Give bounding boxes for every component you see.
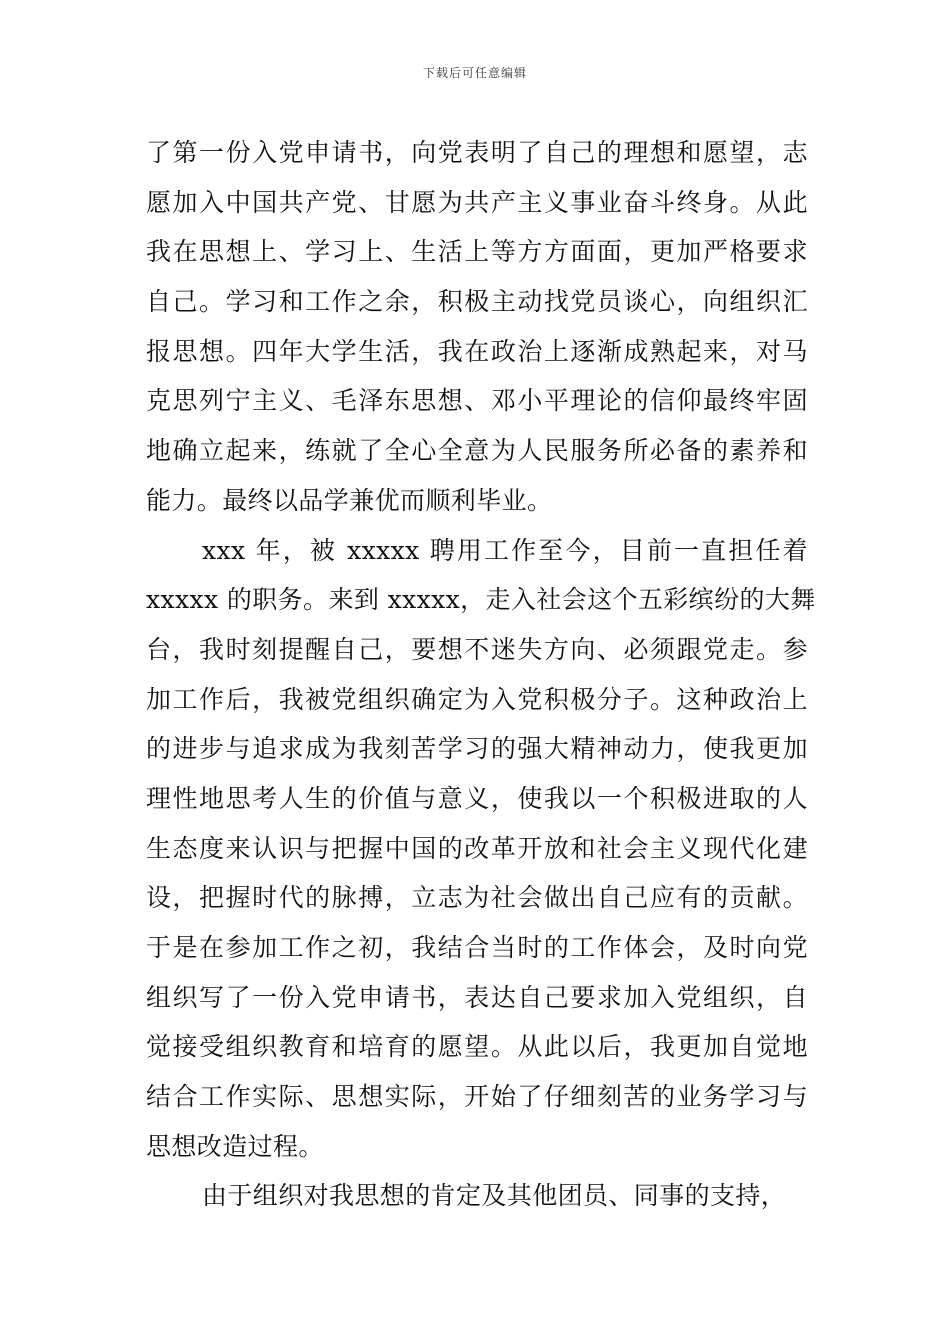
text-line: 愿加入中国共产党、甘愿为共产主义事业奋斗终身。从此 bbox=[146, 187, 808, 217]
paragraph-p1 bbox=[146, 128, 808, 526]
text-line: 我在思想上、学习上、生活上等方方面面，更加严格要求 bbox=[146, 237, 808, 267]
text-line: 能力。最终以品学兼优而顺利毕业。 bbox=[146, 485, 553, 515]
text-line: 觉接受组织教育和培育的愿望。从此以后，我更加自觉地 bbox=[146, 1032, 808, 1062]
paragraph-p3 bbox=[146, 1171, 808, 1221]
text-line: 自己。学习和工作之余，积极主动找党员谈心，向组织汇 bbox=[146, 287, 808, 317]
text-line: 报思想。四年大学生活，我在政治上逐渐成熟起来，对马 bbox=[146, 336, 808, 366]
text-line: 由于组织对我思想的肯定及其他团员、同事的支持， bbox=[202, 1181, 787, 1211]
text-line: 思想改造过程。 bbox=[146, 1131, 324, 1161]
text-line: xxxxx 的职务。来到 xxxxx，走入社会这个五彩缤纷的大舞 bbox=[146, 585, 816, 615]
text-line: 结合工作实际、思想实际，开始了仔细刻苦的业务学习与 bbox=[146, 1082, 808, 1112]
text-line: 克思列宁主义、毛泽东思想、邓小平理论的信仰最终牢固 bbox=[146, 386, 808, 416]
page-header: 下载后可任意编辑 bbox=[422, 66, 527, 80]
text-line: 生态度来认识与把握中国的改革开放和社会主义现代化建 bbox=[146, 833, 808, 863]
text-line: xxx 年，被 xxxxx 聘用工作至今，目前一直担任着 bbox=[202, 535, 808, 565]
text-line: 的进步与追求成为我刻苦学习的强大精神动力，使我更加 bbox=[146, 734, 808, 764]
text-line: 设，把握时代的脉搏，立志为社会做出自己应有的贡献。 bbox=[146, 883, 808, 913]
text-line: 地确立起来，练就了全心全意为人民服务所必备的素养和 bbox=[146, 436, 808, 466]
paragraph-p2 bbox=[146, 526, 816, 1172]
text-line: 理性地思考人生的价值与意义，使我以一个积极进取的人 bbox=[146, 783, 808, 813]
text-line: 于是在参加工作之初，我结合当时的工作体会，及时向党 bbox=[146, 933, 808, 962]
text-line: 台，我时刻提醒自己，要想不迷失方向、必须跟党走。参 bbox=[146, 634, 808, 664]
text-line: 了第一份入党申请书，向党表明了自己的理想和愿望，志 bbox=[146, 138, 808, 167]
document-body bbox=[146, 128, 816, 1221]
text-line: 加工作后，我被党组织确定为入党积极分子。这种政治上 bbox=[146, 684, 808, 714]
text-line: 组织写了一份入党申请书，表达自己要求加入党组织，自 bbox=[146, 982, 808, 1012]
